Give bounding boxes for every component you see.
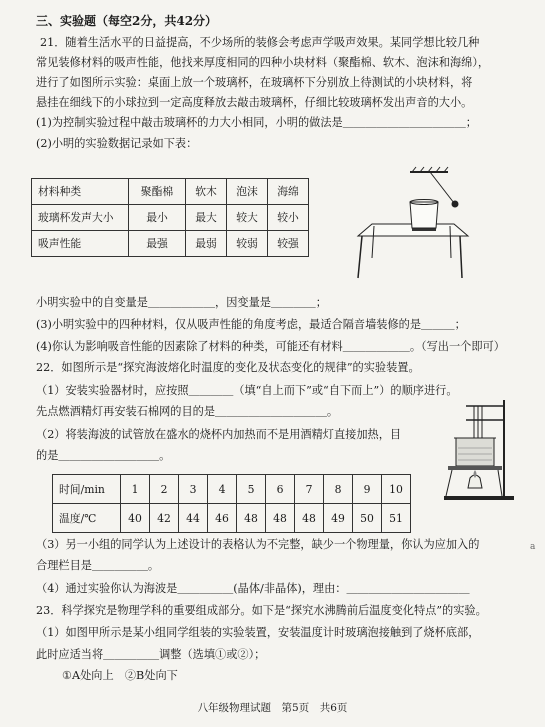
margin-mark: a [530, 542, 536, 552]
table-row [32, 231, 309, 257]
table-cell: 44 [179, 504, 208, 533]
q22-part2-line1: （2）将装海波的试管放在盛水的烧杯内加热而不是用酒精灯直接加热，目 [36, 428, 402, 441]
q21-part3: (3)小明实验中的四种材料，仅从吸声性能的角度考虑，最适合隔音墙装修的是＿＿＿； [36, 318, 466, 331]
section-title: 三、实验题（每空2分，共42分） [36, 14, 218, 28]
q22-part1-line1: （1）安装实验器材时，应按照＿＿＿＿（填“自上而下”或“自下而上”）的顺序进行。 [36, 384, 458, 397]
table-cell: 48 [295, 504, 324, 533]
table-cell: 1 [121, 475, 150, 504]
table-cell: 最小 [129, 205, 186, 231]
table-cell: 46 [208, 504, 237, 533]
table-cell: 10 [382, 475, 411, 504]
table-row [32, 205, 309, 231]
table-cell: 较弱 [227, 231, 268, 257]
table-cell: 较小 [268, 205, 309, 231]
table-cell: 8 [324, 475, 353, 504]
table-cell: 最大 [186, 205, 227, 231]
table-cell: 玻璃杯发声大小 [32, 205, 129, 231]
table-row [53, 504, 411, 533]
table-cell: 50 [353, 504, 382, 533]
water-bath-heating-figure [430, 392, 530, 504]
table-cell: 9 [353, 475, 382, 504]
table-cell: 5 [237, 475, 266, 504]
materials-table [31, 178, 309, 257]
table-cell: 时间/min [53, 475, 121, 504]
table-cell: 48 [237, 504, 266, 533]
table-cell: 51 [382, 504, 411, 533]
table-cell: 聚酯棉 [129, 179, 186, 205]
table-row [32, 179, 309, 205]
table-cell: 最弱 [186, 231, 227, 257]
q22-part3-line1: （3）另一小组的同学认为上述设计的表格认为不完整，缺少一个物理量，你认为应加入的 [36, 538, 480, 551]
table-cell: 49 [324, 504, 353, 533]
q22-stem: 22．如图所示是“探究海波熔化时温度的变化及状态变化的规律”的实验装置。 [36, 361, 420, 374]
table-cell: 较大 [227, 205, 268, 231]
q22-part4: （4）通过实验你认为海波是＿＿＿＿＿(晶体/非晶体)，理由：＿＿＿＿＿＿＿＿＿＿＿ [36, 582, 470, 595]
table-cell: 7 [295, 475, 324, 504]
q21-stem-line1: 21．随着生活水平的日益提高，不少场所的装修会考虑声学吸声效果。某同学想比较几种 [40, 36, 480, 49]
q21-stem-line4: 悬挂在细线下的小球拉到一定高度释放去敲击玻璃杯，仔细比较玻璃杯发出声音的大小。 [36, 96, 473, 109]
q21-part1: (1)为控制实验过程中敲击玻璃杯的力大小相同，小明的做法是＿＿＿＿＿＿＿＿＿＿＿； [36, 116, 477, 129]
table-cell: 最强 [129, 231, 186, 257]
table-cell: 海绵 [268, 179, 309, 205]
table-cell: 材料种类 [32, 179, 129, 205]
glass-cup-pendulum-figure [350, 162, 480, 287]
table-cell: 40 [121, 504, 150, 533]
q21-stem-line2: 常见装修材料的吸声性能，他找来厚度相同的四种小块材料（聚酯棉、软木、泡沫和海绵）， [36, 56, 490, 69]
table-cell: 48 [266, 504, 295, 533]
page-footer: 八年级物理试题 第5页 共6页 [197, 702, 348, 714]
q21-part4: (4)你认为影响吸音性能的因素除了材料的种类，可能还有材料＿＿＿＿＿＿。（写出一个即可） [36, 340, 505, 353]
q23-part1-line2: 此时应适当将＿＿＿＿＿调整（选填①或②）； [36, 648, 266, 661]
table-cell: 泡沫 [227, 179, 268, 205]
table-cell: 软木 [186, 179, 227, 205]
table-cell: 42 [150, 504, 179, 533]
q21-stem-line3: 进行了如图所示实验：桌面上放一个玻璃杯，在玻璃杯下分别放上待测试的小块材料，将 [36, 76, 473, 89]
q21-part2-variables: 小明实验中的自变量是＿＿＿＿＿＿，因变量是＿＿＿＿； [36, 296, 327, 309]
q21-part2: (2)小明的实验数据记录如下表： [36, 137, 198, 150]
q23-part1-line1: （1）如图甲所示是某小组同学组装的实验装置，安装温度计时玻璃泡接触到了烧杯底部， [36, 626, 480, 639]
q23-stem: 23．科学探究是物理学科的重要组成部分。如下是“探究水沸腾前后温度变化特点”的实验。 [36, 604, 487, 617]
table-cell: 6 [266, 475, 295, 504]
table-cell: 吸声性能 [32, 231, 129, 257]
table-cell: 4 [208, 475, 237, 504]
table-cell: 3 [179, 475, 208, 504]
q23-options: ①A处向上 ②B处向下 [62, 669, 178, 682]
heating-data-table [52, 474, 411, 533]
table-cell: 较强 [268, 231, 309, 257]
q22-part3-line2: 合理栏目是＿＿＿＿＿。 [36, 559, 160, 572]
table-cell: 2 [150, 475, 179, 504]
table-row [53, 475, 411, 504]
q22-part1-line2: 先点燃酒精灯再安装石棉网的目的是＿＿＿＿＿＿＿＿＿＿。 [36, 405, 339, 418]
table-cell: 温度/℃ [53, 504, 121, 533]
q22-part2-line2: 的是＿＿＿＿＿＿＿＿＿。 [36, 449, 171, 462]
